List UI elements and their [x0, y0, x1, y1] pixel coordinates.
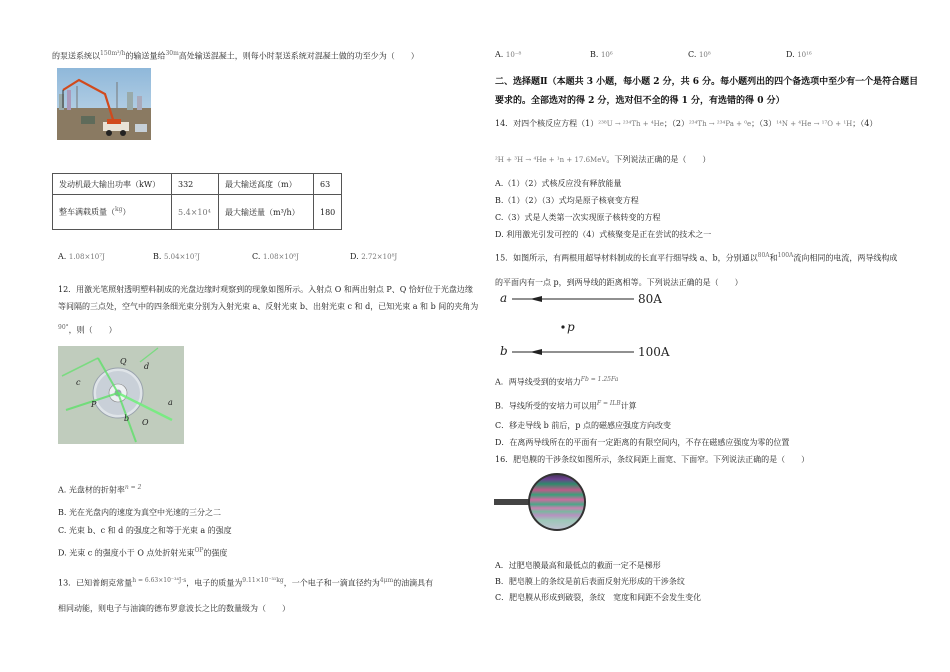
- reaction-4: ²H + ³H → ⁴He + ¹n + 17.6MeV: [495, 156, 607, 164]
- pump-truck-photo: [57, 68, 151, 140]
- disc-label-d: d: [144, 362, 150, 371]
- table-cell: [53, 195, 172, 230]
- q13-stem-e: 的油滴具有: [393, 578, 434, 588]
- q12-option-a[interactable]: [58, 484, 141, 496]
- option-value: 1.08×10⁸J: [262, 253, 299, 261]
- current-a-value: 80A: [757, 252, 770, 259]
- laser-disc-photo: [58, 346, 184, 444]
- disc-label-o: O: [142, 418, 149, 427]
- q14-stem-line1: [495, 118, 877, 129]
- wire-b-current: 100A: [638, 345, 670, 359]
- disc-label-p: P: [91, 400, 97, 409]
- q14-stem-line2: [495, 154, 710, 165]
- q13-option-c[interactable]: [688, 50, 711, 59]
- q12-line1: 12．用激光笔照射透明塑料制成的光盘边缘时观察到的现象如图所示。入射点 O 和两出射点 P、Q 恰好位于光盘边缘: [58, 285, 473, 294]
- wire-a-current: 80A: [638, 292, 662, 306]
- option-value: 1.08×10⁷J: [68, 253, 105, 261]
- q13-stem-line2: 相同动能，则电子与油滴的德布罗意波长之比的数量级为（ ）: [58, 604, 290, 613]
- q16-option-c[interactable]: C．肥皂膜从形成到破裂，条纹 宽度和间距不会发生变化: [495, 593, 702, 602]
- reaction-1: ²³⁸U → ²³⁴Th + ⁴He: [598, 120, 664, 128]
- q11-rate-value: 150m³/h: [100, 50, 126, 57]
- q15-option-a[interactable]: [495, 376, 618, 388]
- disc-label-a: a: [168, 398, 173, 407]
- q12-option-b[interactable]: B. 光在光盘内的速度为真空中光速的三分之二: [58, 508, 221, 517]
- q15-stem-a: 15．如图所示，有两根用超导材料制成的长直平行细导线 a、b，分别通以: [495, 253, 758, 263]
- q12-line3-text: ，则（ ）: [68, 325, 117, 335]
- droplet-diameter-value: 4μm: [379, 577, 394, 584]
- option-value: 10⁸: [698, 51, 711, 59]
- option-value: F = ILB: [596, 400, 621, 407]
- current-b-value: 100A: [777, 252, 794, 259]
- q11-option-c[interactable]: [252, 252, 299, 261]
- cell-text: ）: [122, 207, 131, 217]
- point-p-dot: [561, 325, 564, 328]
- q15-stem-line2: 的平面内有一点 p，到两导线的距离相等。下列说法正确的是（ ）: [495, 278, 743, 287]
- cell-unit: kg: [115, 206, 123, 214]
- disc-label-c: c: [76, 378, 81, 387]
- soap-film-figure: [494, 472, 590, 534]
- q12-angle-value: 90°: [58, 324, 69, 331]
- table-cell: 发动机最大输出功率（kW）: [53, 174, 172, 195]
- q16-stem: 16．肥皂膜的干涉条纹如图所示，条纹间距上面宽、下面窄。下列说法正确的是（ ）: [495, 455, 810, 464]
- option-text: D. 光束 c 的强度小于 O 点处折射光束: [58, 548, 195, 558]
- table-cell: 最大输送高度（m）: [219, 174, 314, 195]
- q14-stem-d: ；（4）: [852, 119, 878, 128]
- option-value: 2.72×10⁸J: [361, 253, 398, 261]
- pump-spec-table: [52, 173, 342, 230]
- reaction-3: ¹⁴N + ⁴He → ¹⁷O + ¹H: [776, 120, 853, 128]
- option-label: C.: [688, 50, 697, 59]
- q13-option-b[interactable]: [590, 50, 613, 59]
- option-label: D.: [786, 50, 795, 59]
- q15-option-d[interactable]: D．在离两导线所在的平面有一定距离的有限空间内，不存在磁感应强度为零的位置: [495, 438, 790, 447]
- q14-stem-c: ；（3）: [751, 119, 777, 128]
- disc-label-b: b: [124, 414, 130, 423]
- option-value: n = 2: [124, 484, 142, 491]
- q14-stem-b: ；（2）: [663, 119, 689, 128]
- reaction-2: ²³⁴Th → ²³⁴Pa + ⁰e: [688, 120, 752, 128]
- point-p-label: p: [567, 320, 575, 334]
- option-text: A．两导线受到的安培力: [495, 377, 581, 387]
- q14-stem-e: 。下列说法正确的是（ ）: [606, 155, 711, 164]
- q14-stem-a: 14．对四个核反应方程（1）: [495, 119, 599, 128]
- disc-label-q: Q: [120, 357, 127, 366]
- wire-b-label: b: [500, 344, 508, 358]
- option-label: D.: [350, 252, 359, 261]
- option-label: A.: [58, 252, 67, 261]
- q11-stem-a: 的泵送系统以: [52, 51, 100, 61]
- q13-stem-c: ，一个电子和一滴直径约为: [283, 578, 380, 588]
- q15-and: 和: [769, 253, 778, 263]
- option-value: 5.04×10⁷J: [163, 253, 200, 261]
- option-text: 的强度: [203, 548, 228, 558]
- planck-value: h = 6.63×10⁻³⁴J·s: [132, 577, 187, 584]
- q16-option-b[interactable]: B．肥皂膜上的条纹是前后表面反射光形成的干涉条纹: [495, 577, 685, 586]
- wire-b-arrow: [530, 349, 542, 355]
- table-cell: 332: [172, 174, 219, 195]
- table-cell: 最大输送量（m³/h）: [219, 195, 314, 230]
- option-value: 10⁻⁸: [505, 51, 522, 59]
- q14-option-a[interactable]: A.（1）（2）式核反应没有释放能量: [495, 179, 622, 188]
- electron-mass-value: 9.11×10⁻³¹kg: [242, 577, 284, 584]
- q14-option-c[interactable]: C.（3）式是人类第一次实现原子核转变的方程: [495, 213, 661, 222]
- option-label: A.: [495, 50, 504, 59]
- option-value: OP: [194, 547, 204, 554]
- q11-option-d[interactable]: [350, 252, 397, 261]
- q15-stem-b: 流向相同的电流，两导线构成: [793, 253, 898, 263]
- option-label: C.: [252, 252, 261, 261]
- q15-option-c[interactable]: C．移走导线 b 前后，p 点的磁感应强度方向改变: [495, 421, 671, 430]
- q13-option-a[interactable]: [495, 50, 521, 59]
- option-text: A. 光盘材的折射率: [58, 485, 125, 495]
- q11-height-value: 30m: [165, 50, 179, 57]
- section-heading-line2: 要求的。全部选对的得 2 分，选对但不全的得 1 分，有选错的得 0 分）: [495, 96, 785, 106]
- q11-stem-b: 的输送量给: [125, 51, 166, 61]
- option-text: 计算: [620, 401, 637, 411]
- q11-stem-c: 高处输送混凝土，则每小时泵送系统对混凝土做的功至少为（ ）: [178, 51, 419, 61]
- q13-option-d[interactable]: [786, 50, 812, 59]
- q16-option-a[interactable]: A．过肥皂膜最高和最低点的截面一定不是梯形: [495, 561, 661, 570]
- table-cell: 63: [314, 174, 342, 195]
- option-text: B．导线所受的安培力可以用: [495, 401, 597, 411]
- q13-stem-line1: [58, 577, 433, 589]
- q12-line2: 等间隔的三点处，空气中的四条细光束分别为入射光束 a、反射光束 b、出射光束 c 和 d，已知光束 a 和 b 间的夹角为: [58, 302, 479, 311]
- table-cell: 5.4×10⁴: [172, 195, 219, 230]
- table-cell: 180: [314, 195, 342, 230]
- option-value: 10¹⁶: [797, 51, 812, 59]
- section-heading-line1: 二、选择题Ⅱ（本题共 3 小题，每小题 2 分，共 6 分。每小题列出的四个备选项中至少有一个是符合题目: [495, 77, 919, 87]
- wire-a-arrow: [530, 296, 542, 302]
- wire-a-label: a: [500, 291, 508, 305]
- q15-stem-line1: [495, 252, 897, 264]
- q11-option-b[interactable]: [153, 252, 200, 261]
- q11-option-a[interactable]: [58, 252, 105, 261]
- q15-option-b[interactable]: [495, 400, 637, 412]
- q12-option-d[interactable]: [58, 547, 227, 559]
- q14-option-b[interactable]: B.（1）（2）（3）式均是原子核衰变方程: [495, 196, 639, 205]
- option-value: 10⁶: [600, 51, 613, 59]
- cell-text: 整车满载质量（: [59, 207, 115, 217]
- q11-stem-line: [52, 50, 419, 62]
- q13-stem-a: 13．已知普朗克常量: [58, 578, 133, 588]
- q14-option-d[interactable]: D. 利用激光引发可控的（4）式核聚变是正在尝试的技术之一: [495, 230, 712, 239]
- film-frame-handle: [494, 499, 532, 505]
- option-value: Fb = 1.25Fa: [580, 376, 619, 383]
- q13-stem-b: ，电子的质量为: [186, 578, 243, 588]
- option-label: B.: [153, 252, 162, 261]
- q12-line3: [58, 324, 117, 336]
- q12-option-c[interactable]: C. 光束 b、c 和 d 的强度之和等于光束 a 的强度: [58, 526, 232, 535]
- option-label: B.: [590, 50, 599, 59]
